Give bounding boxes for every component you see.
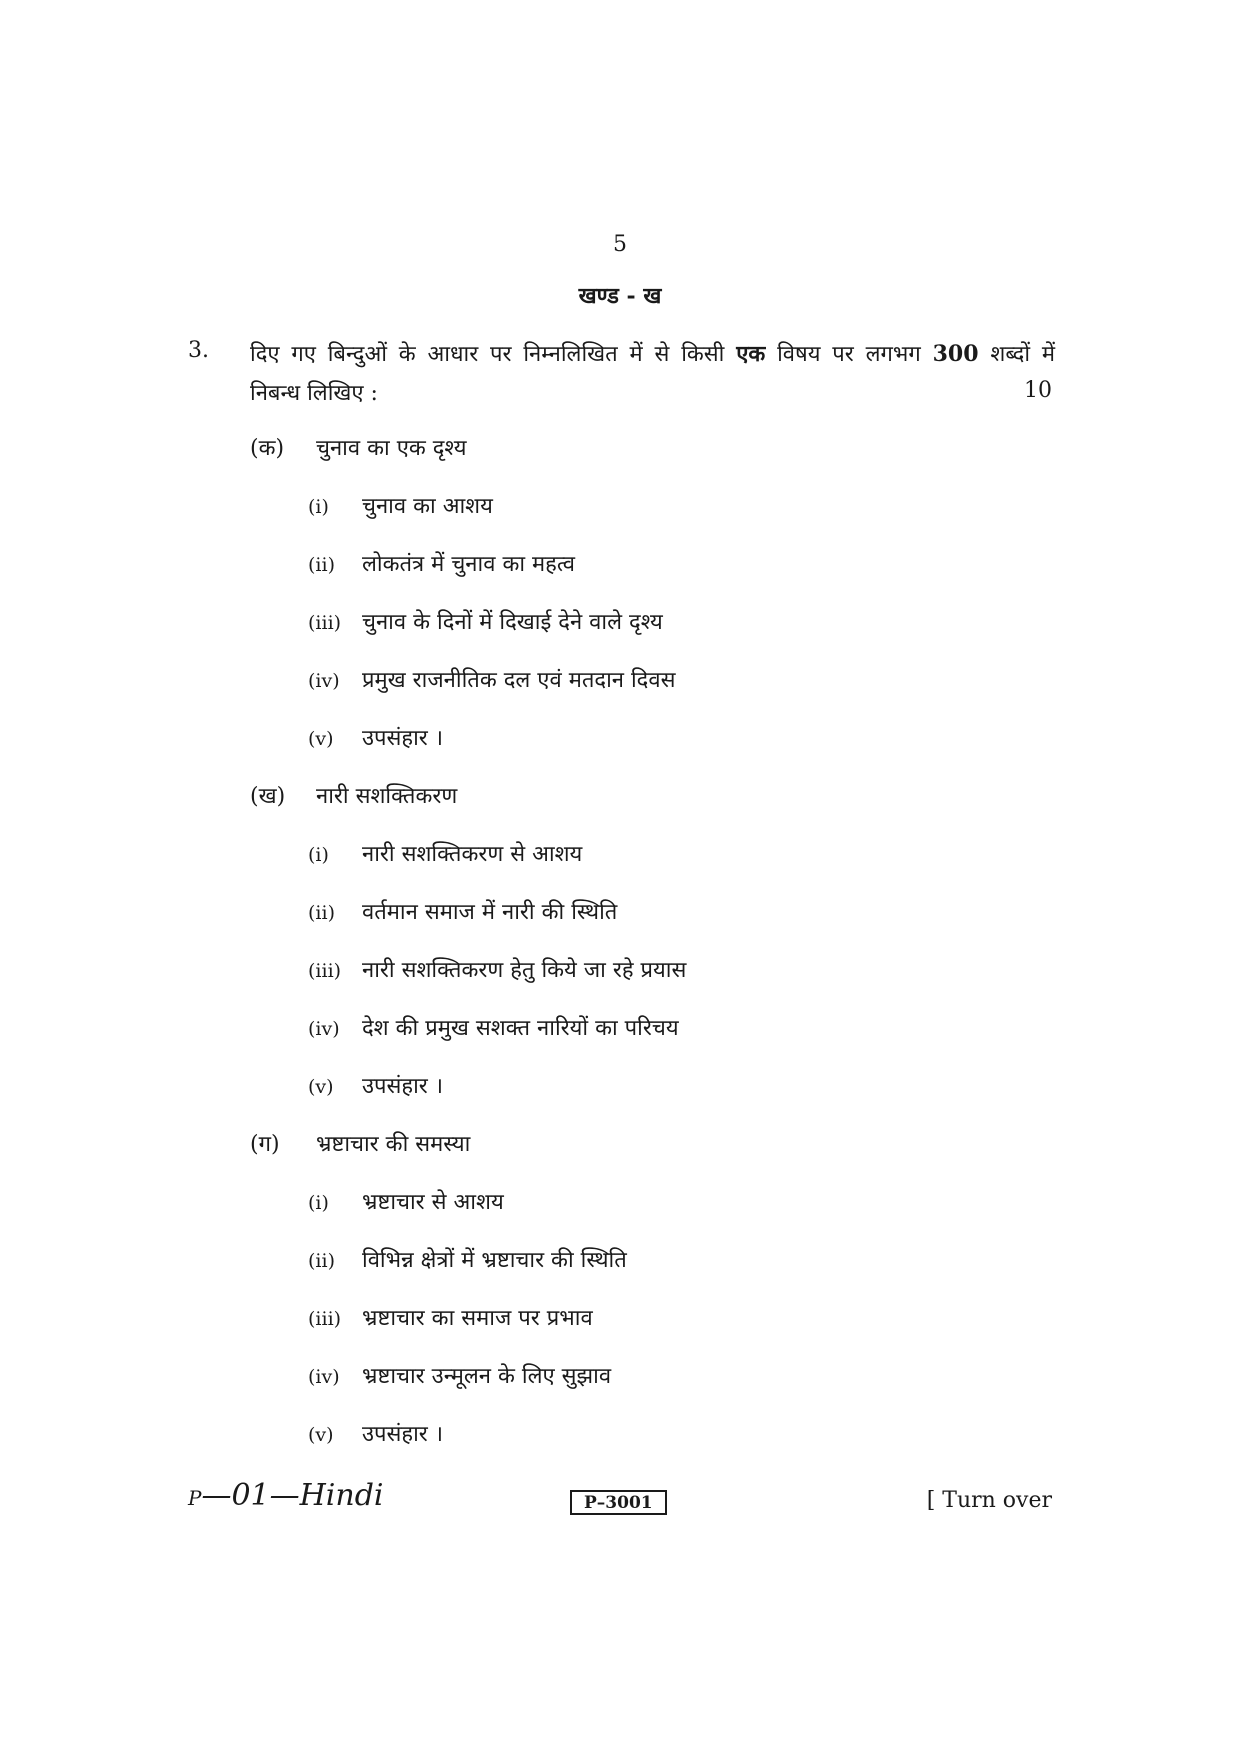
point-text: भ्रष्टाचार उन्मूलन के लिए सुझाव (362, 1364, 612, 1389)
point-text: चुनाव के दिनों में दिखाई देने वाले दृश्य (362, 610, 663, 635)
point-text: चुनाव का आशय (362, 494, 493, 519)
topic-point (308, 1360, 611, 1390)
topic-point (308, 490, 493, 520)
topic-point (308, 606, 663, 636)
topic-title: नारी सशक्तिकरण (316, 784, 458, 809)
topic-label: (ख) (250, 784, 286, 809)
topic-point (308, 1244, 627, 1274)
point-label: (ii) (308, 1250, 335, 1272)
point-text: लोकतंत्र में चुनाव का महत्व (362, 552, 575, 577)
point-label: (v) (308, 1076, 334, 1098)
question-text-part2: विषय पर लगभग (777, 342, 921, 367)
point-text: नारी सशक्तिकरण हेतु किये जा रहे प्रयास (362, 958, 687, 983)
point-label: (i) (308, 496, 329, 518)
topic-point (308, 1302, 593, 1332)
topic-point (308, 1070, 443, 1100)
point-label: (iii) (308, 612, 342, 634)
topic-point (308, 954, 686, 984)
point-text: प्रमुख राजनीतिक दल एवं मतदान दिवस (362, 668, 676, 693)
question-text-part3: शब्दों में (990, 342, 1056, 367)
question-marks: 10 (1024, 378, 1052, 403)
topic-point (308, 838, 582, 868)
point-text: उपसंहार । (362, 1074, 444, 1099)
point-label: (ii) (308, 902, 335, 924)
topic-point (308, 722, 443, 752)
question-text-bold1: एक (736, 341, 766, 367)
point-label: (v) (308, 1424, 334, 1446)
footer-code (188, 1478, 384, 1513)
turn-over-text: [ Turn over (926, 1488, 1052, 1513)
point-label: (i) (308, 844, 329, 866)
point-label: (iv) (308, 1366, 340, 1388)
topic-point (308, 1186, 504, 1216)
point-label: (iv) (308, 1018, 340, 1040)
point-label: (i) (308, 1192, 329, 1214)
topic-point (308, 896, 617, 926)
point-text: भ्रष्टाचार से आशय (362, 1190, 504, 1215)
topic-point (308, 664, 675, 694)
topic-point (308, 1418, 443, 1448)
topic-heading (250, 1128, 470, 1158)
section-title: खण्ड - ख (578, 283, 662, 309)
point-label: (ii) (308, 554, 335, 576)
point-label: (iv) (308, 670, 340, 692)
topic-point (308, 1012, 679, 1042)
point-text: विभिन्न क्षेत्रों में भ्रष्टाचार की स्थिति (362, 1248, 627, 1273)
page-number: 5 (613, 232, 627, 257)
point-text: देश की प्रमुख सशक्त नारियों का परिचय (362, 1016, 679, 1041)
footer-code-main: —01—Hindi (201, 1478, 384, 1513)
question-text-bold2: 300 (932, 341, 979, 367)
point-text: उपसंहार । (362, 1422, 444, 1447)
topic-title: भ्रष्टाचार की समस्या (316, 1132, 471, 1157)
point-text: उपसंहार । (362, 726, 444, 751)
point-text: नारी सशक्तिकरण से आशय (362, 842, 583, 867)
point-label: (v) (308, 728, 334, 750)
point-text: भ्रष्टाचार का समाज पर प्रभाव (362, 1306, 593, 1331)
point-label: (iii) (308, 1308, 342, 1330)
paper-code-box: P–3001 (570, 1490, 667, 1515)
topic-label: (क) (250, 436, 285, 461)
topic-point (308, 548, 575, 578)
topic-heading (250, 780, 457, 810)
topic-heading (250, 432, 467, 462)
question-text (250, 334, 1055, 375)
point-text: वर्तमान समाज में नारी की स्थिति (362, 900, 618, 925)
question-text-part1: दिए गए बिन्दुओं के आधार पर निम्नलिखित में से किसी (250, 342, 725, 367)
point-label: (iii) (308, 960, 342, 982)
topic-label: (ग) (250, 1132, 280, 1157)
question-text-line2: निबन्ध लिखिए : (250, 381, 378, 406)
topic-title: चुनाव का एक दृश्य (316, 436, 467, 461)
footer-code-prefix: P (188, 1486, 202, 1510)
question-number: 3. (188, 338, 209, 363)
